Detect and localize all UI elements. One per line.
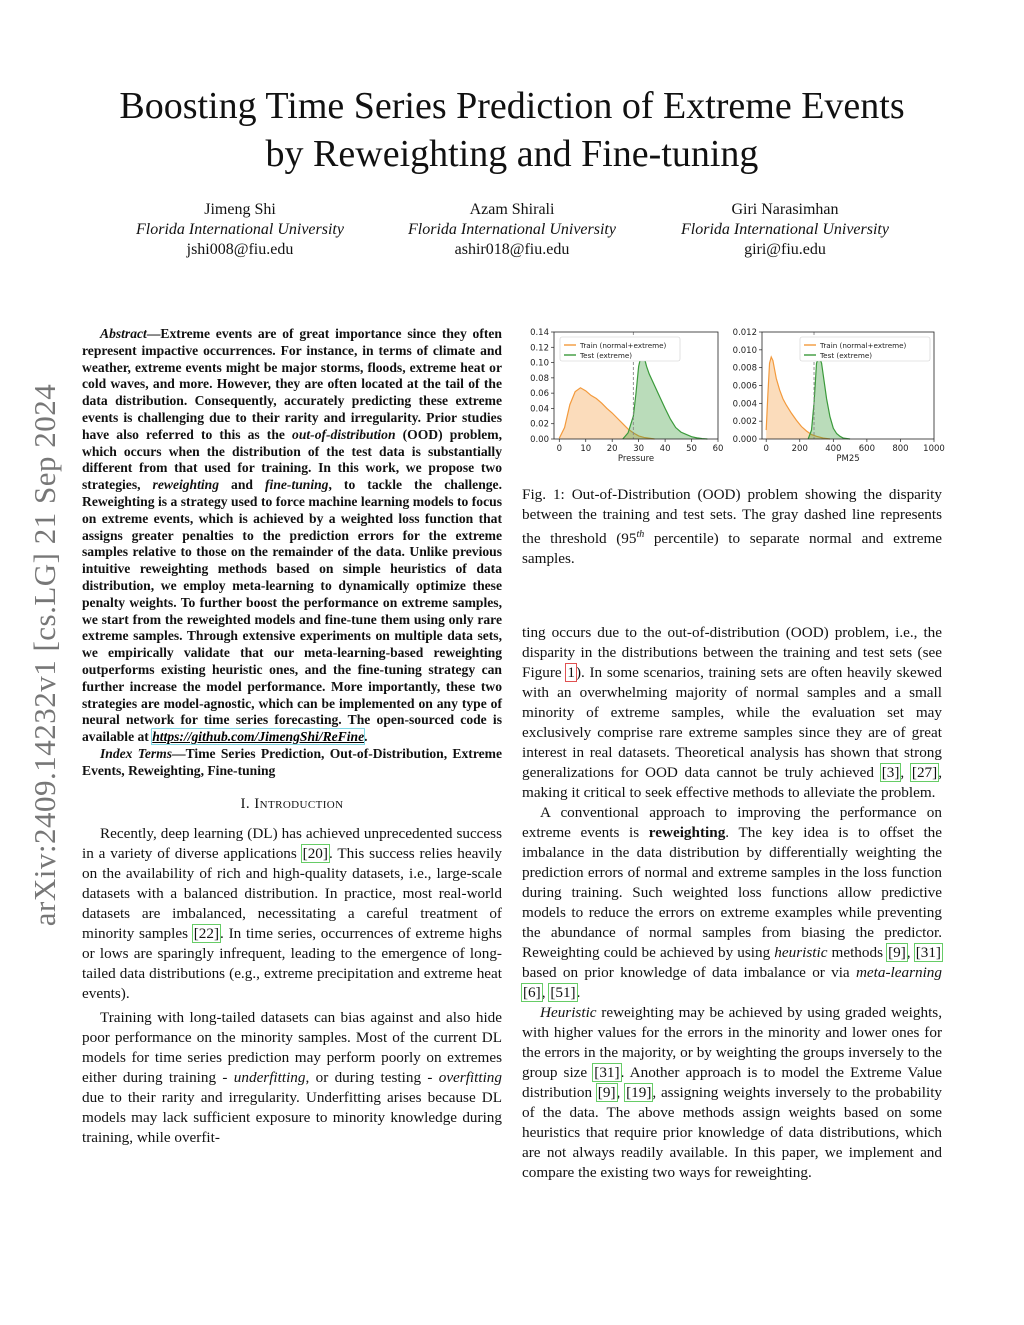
pressure-density-chart (518, 322, 724, 472)
author-affiliation: Florida International University (136, 221, 344, 238)
y-tick-label: 0.14 (530, 328, 549, 338)
figure-label: Fig. 1: (522, 486, 565, 503)
pm25-density-chart (728, 322, 945, 472)
y-tick-label: 0.08 (530, 373, 549, 384)
author-block-3 (635, 200, 935, 260)
figure-caption: Fig. 1: Out-of-Distribution (OOD) problem showing the disparity between the training and test sets. The gray dashed line represents the threshold (95th percentile) to separate normal and extreme samples. (522, 486, 942, 568)
index-terms-label: Index Terms (100, 745, 173, 761)
citation-link[interactable]: [6] (523, 984, 541, 1001)
author-email: jshi008@fiu.edu (186, 241, 294, 258)
author-name: Azam Shirali (469, 201, 555, 218)
y-tick-label: 0.010 (732, 345, 757, 356)
x-tick-label: 0 (763, 444, 769, 454)
citation-link[interactable]: [9] (888, 944, 906, 961)
legend-entry: Test (extreme) (820, 351, 873, 360)
author-name: Giri Narasimhan (731, 201, 839, 218)
citation-link[interactable]: [19] (626, 1084, 652, 1101)
x-tick-label: 0 (556, 444, 563, 454)
section-heading-introduction: I. Introduction (240, 795, 344, 812)
x-tick-label: 40 (659, 444, 671, 454)
y-tick-label: 0.04 (530, 404, 549, 415)
author-block-2 (362, 200, 662, 260)
y-tick-label: 0.002 (732, 417, 757, 428)
y-tick-label: 0.00 (530, 435, 549, 445)
intro-paragraph-2: Training with long-tailed datasets can bias against and also hide poor performance on the minority samples. Most of the current DL models for time series prediction may perform poorly on extremes either during training - underfitting, or during testing - overfitting due to their rarity and irregularity. Underfitting arises because DL models may lack sufficient exposure to minority knowledge during training, while overfit- (82, 1008, 502, 1146)
x-tick-label: 30 (633, 444, 645, 454)
right-paragraph-2: A conventional approach to improving the performance on extreme events is reweighting. The key idea is to offset the imbalance in the data distribution by differentially weighting the prediction errors of normal and extreme samples in the loss function during training. Such weighted loss functions allow predictive models to reduce the errors on extreme examples while preventing the abundance of normal samples from biasing the predictor. Reweighting could be achieved by using heuristic methods [9], [31] based on prior knowledge of data imbalance or via meta-learning [6], [51]. (522, 804, 942, 1001)
left-column (82, 326, 502, 1148)
x-tick-label: 400 (825, 444, 842, 454)
x-axis-label: Pressure (617, 454, 655, 464)
legend-entry: Train (normal+extreme) (580, 341, 667, 350)
index-terms: Index Terms—Time Series Prediction, Out-of-Distribution, Extreme Events, Reweighting, Fine-tuning (82, 745, 502, 778)
author-email: ashir018@fiu.edu (454, 241, 570, 258)
y-tick-label: 0.012 (732, 328, 757, 338)
y-tick-label: 0.000 (732, 435, 757, 445)
y-tick-label: 0.12 (530, 343, 549, 354)
citation-link[interactable]: [31] (915, 944, 941, 961)
citation-link[interactable]: [22] (193, 924, 220, 942)
x-tick-label: 1000 (923, 444, 945, 454)
figure-ref-link[interactable]: 1 (567, 664, 575, 681)
citation-link[interactable]: [3] (881, 764, 900, 781)
intro-paragraph-1: Recently, deep learning (DL) has achieved unprecedented success in a variety of diverse applications [20]. This success relies heavily on the availability of rich and high-quality datasets, i.e., large-scale datasets with a balanced distribution. In practice, most real-world datasets are imbalanced, necessitating a careful treatment of minority samples [22]. In time series, occurrences of extreme highs or lows are sparingly infrequent, leading to the emergence of long-tailed data distributions (e.g., extreme precipitation and extreme heat events). (82, 824, 502, 1002)
y-tick-label: 0.004 (732, 399, 757, 410)
x-tick-label: 60 (712, 444, 724, 454)
citation-link[interactable]: [9] (597, 1084, 616, 1101)
citation-link[interactable]: [51] (550, 984, 576, 1001)
x-tick-label: 10 (580, 444, 592, 454)
citation-link[interactable]: [31] (594, 1064, 620, 1081)
author-email: giri@fiu.edu (744, 241, 826, 258)
right-column (522, 623, 942, 1183)
arxiv-id: arXiv:2409.14232v1 [cs.LG] 21 Sep 2024 (27, 383, 62, 927)
y-tick-label: 0.006 (732, 381, 757, 392)
legend-entry: Test (extreme) (580, 351, 633, 360)
author-affiliation: Florida International University (408, 221, 616, 238)
x-axis-label: PM25 (836, 454, 860, 464)
x-tick-label: 600 (858, 444, 875, 454)
abstract: Abstract—Extreme events are of great importance since they often represent impactive occurrences. For instance, in terms of climate and weather, extreme events might be major storms, floods, extreme heat or cold waves, and more. However, they are often located at the tail of the data distribution. Consequently, accurately predicting these extreme events is challenging due to their rarity and irregularity. Prior studies have also referred to this as the out-of-distribution (OOD) problem, which occurs when the distribution of the test data is substantially different from that used for training. In this work, we propose two strategies, reweighting and fine-tuning, to tackle the challenge. Reweighting is a strategy used to force machine learning models to focus on extreme events, which is achieved by a weighted loss function that assigns greater penalties to the prediction errors for the extreme samples relative to those on the remainder of the data. Unlike previous intuitive reweighting methods based on simple heuristics of data distribution, we employ meta-learning to dynamically optimize these penalty weights. To further boost the performance on extreme samples, we start from the reweighted models and fine-tune them using only rare extreme samples. Through extensive experiments on multiple data sets, we empirically validate that our meta-learning-based reweighting outperforms existing heuristic ones, and the fine-tuning strategy can further increase the model performance. More importantly, these two strategies are model-agnostic, which can be implemented on any type of neural network for time series forecasting. The open-sourced code is available at https://github.com/JimengShi/ReFine. (82, 326, 502, 745)
x-tick-label: 20 (606, 444, 618, 454)
code-link[interactable]: https://github.com/JimengShi/ReFine (152, 729, 365, 745)
x-tick-label: 200 (791, 444, 808, 454)
paper-title-line1: Boosting Time Series Prediction of Extreme Events (119, 85, 905, 127)
arxiv-sidebar (22, 355, 68, 955)
paper-title-line2: by Reweighting and Fine-tuning (265, 133, 759, 175)
right-paragraph-1: ting occurs due to the out-of-distribution (OOD) problem, i.e., the disparity in the distributions between the training and test sets (see Figure 1). In some scenarios, training sets are often heavily skewed with an overwhelming majority of normal samples and a small minority of extreme samples, while the evaluation set may exclusively comprise rare extreme samples since they are of great interest in real datasets. Theoretical analysis has shown that strong generalizations for OOD data cannot be truly achieved [3], [27], making it critical to seek effective methods to alleviate the problem. (522, 624, 943, 801)
x-tick-label: 800 (892, 444, 909, 454)
author-block-1 (90, 200, 390, 260)
citation-link[interactable]: [20] (302, 844, 328, 862)
legend-entry: Train (normal+extreme) (820, 341, 907, 350)
author-name: Jimeng Shi (204, 201, 276, 218)
y-tick-label: 0.02 (530, 419, 549, 430)
y-tick-label: 0.10 (530, 358, 549, 369)
right-paragraph-3: Heuristic reweighting may be achieved by using graded weights, with higher values for the errors in the minority and lower ones for the errors in the majority, or by weighting the groups inversely to the group size [31]. Another approach is to model the Extreme Value distribution [9], [19], assigning weights inversely to the probability of the data. The above methods assign weights based on some heuristics that require prior knowledge of data distributions, which are not always readily available. In this paper, we implement and compare the existing two ways for reweighting. (522, 1004, 943, 1181)
y-tick-label: 0.008 (732, 363, 757, 374)
author-affiliation: Florida International University (681, 221, 889, 238)
x-tick-label: 50 (686, 444, 697, 454)
citation-link[interactable]: [27] (911, 764, 938, 781)
abstract-label: Abstract (100, 326, 147, 341)
y-tick-label: 0.06 (530, 389, 549, 400)
